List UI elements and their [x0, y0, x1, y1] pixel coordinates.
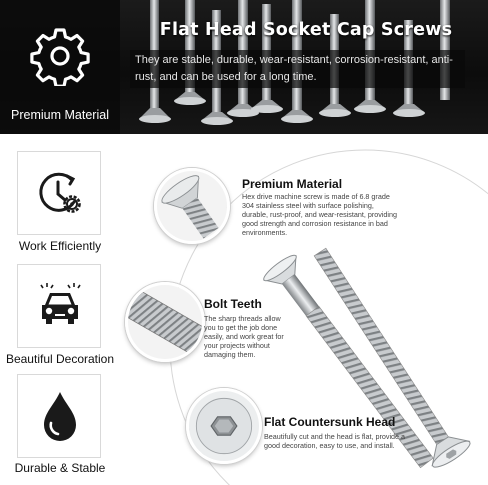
- feature-box-durable-stable: [17, 374, 101, 458]
- gear-icon: [30, 26, 90, 86]
- zoom-circle-threads: [125, 282, 205, 362]
- feature-label-beautiful-decoration: Beautiful Decoration: [5, 352, 115, 366]
- screw-head-closeup: [157, 171, 227, 241]
- car-icon: [36, 279, 84, 333]
- hex-socket-closeup: [189, 391, 259, 461]
- badge-label: Premium Material: [11, 108, 109, 122]
- callout-text-premium-material: Hex drive machine screw is made of 6.8 grade 304 stainless steel with surface polishing, durable, rust-proof, and wear-resistant, providing good strength and corrosion resistance in bad environments.: [242, 192, 398, 237]
- banner-description: They are stable, durable, wear-resistant, corrosion-resistant, anti-rust, and can be used for a long time.: [130, 50, 465, 88]
- zoom-circle-head: [154, 168, 230, 244]
- feature-label-durable-stable: Durable & Stable: [14, 461, 106, 475]
- feature-label-work-efficiently: Work Efficiently: [18, 239, 102, 253]
- feature-box-beautiful-decoration: [17, 264, 101, 348]
- callout-title-premium-material: Premium Material: [242, 177, 343, 191]
- thread-closeup: [128, 285, 202, 359]
- water-drop-icon: [36, 389, 84, 443]
- product-illustration: [120, 140, 488, 485]
- page-title: Flat Head Socket Cap Screws: [159, 20, 453, 40]
- top-banner: [0, 0, 488, 134]
- callout-title-bolt-teeth: Bolt Teeth: [204, 297, 262, 311]
- callout-title-flat-countersunk-head: Flat Countersunk Head: [264, 415, 396, 429]
- premium-material-badge: [0, 0, 120, 134]
- callout-text-bolt-teeth: The sharp threads allow you to get the job done easily, and work great for your projects without damaging them.: [204, 314, 284, 359]
- clock-gear-icon: [36, 166, 84, 220]
- callout-text-flat-countersunk-head: Beautifully cut and the head is flat, provide a good decoration, easy to use, and install.: [264, 432, 406, 450]
- zoom-circle-socket: [186, 388, 262, 464]
- feature-box-work-efficiently: [17, 151, 101, 235]
